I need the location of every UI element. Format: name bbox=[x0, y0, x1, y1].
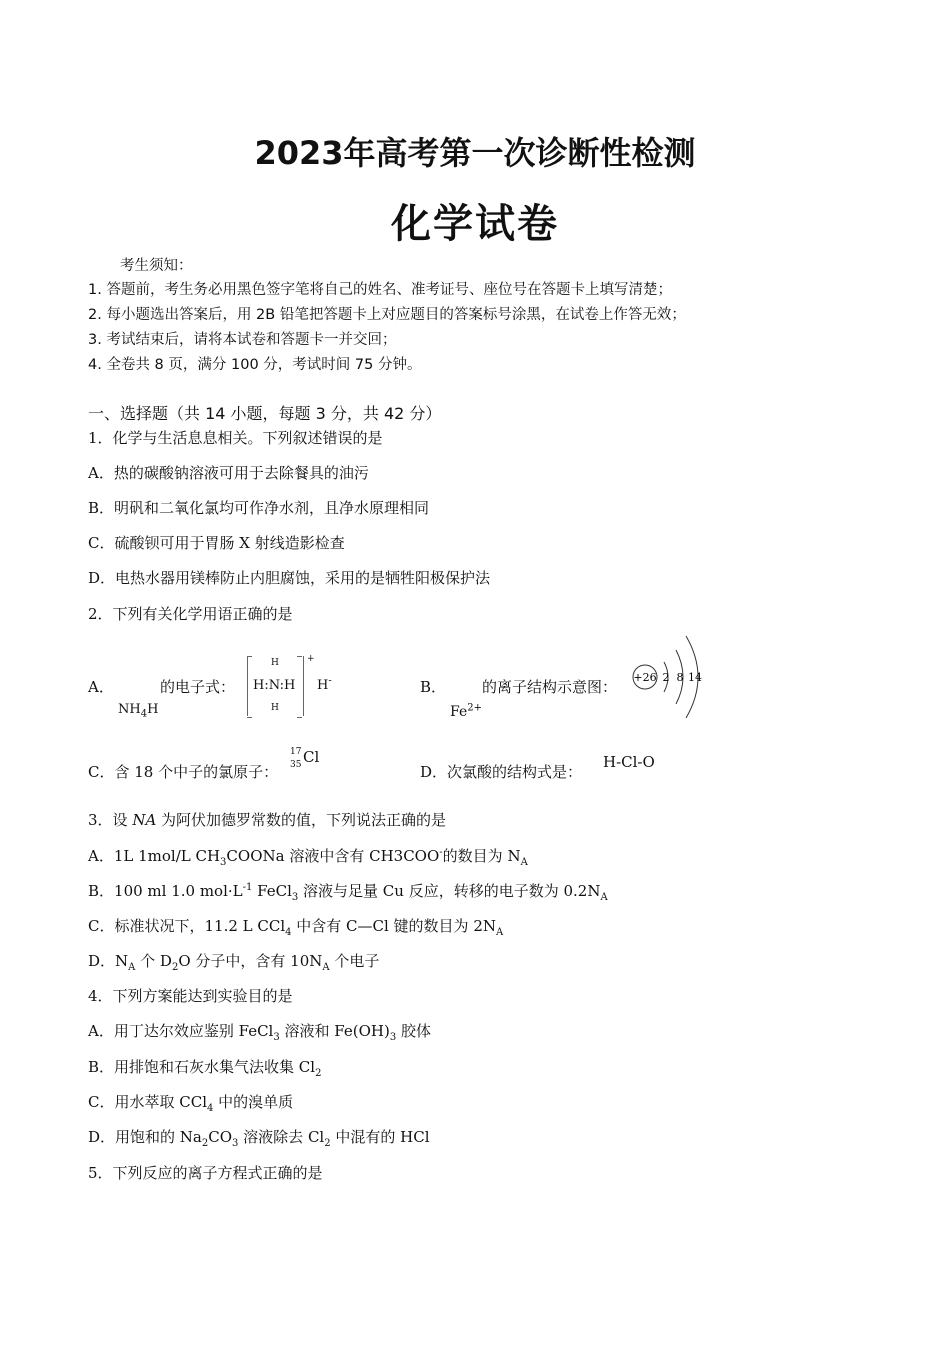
q1-option-b: B．明矾和二氧化氯均可作净水剂，且净水原理相同 bbox=[88, 499, 430, 517]
q4-option-c: C．用水萃取 CCl$_4$ 中的溴单质 bbox=[88, 1093, 294, 1114]
shell-3: 14 bbox=[688, 671, 702, 684]
q3-option-a: A．1L 1mol/L $CH_3COONa$ 溶液中含有 CH3COO-的数目为 $N_A$ bbox=[88, 847, 528, 868]
q2-option-b-label: B． bbox=[420, 678, 447, 696]
notice-item-1: 1. 答题前，考生务必用黑色签字笔将自己的姓名、准考证号、座位号在答题卡上填写清楚； bbox=[88, 282, 672, 298]
es-middle: H:N:H bbox=[253, 678, 296, 693]
notice-heading: 考生须知： bbox=[120, 258, 193, 274]
notice-item-3: 3. 考试结束后，请将本试卷和答题卡一并交回； bbox=[88, 332, 397, 348]
q2-option-a-text: 的电子式： bbox=[160, 678, 236, 696]
cl-mass-number: 17 bbox=[290, 747, 302, 757]
q2-option-a-label: A． bbox=[88, 678, 114, 696]
q4-option-d: D．用饱和的 $Na_2CO_3$ 溶液除去 $Cl_2$ 中混有的 HCl bbox=[88, 1128, 430, 1149]
q2-option-d: D．次氯酸的结构式是： bbox=[420, 763, 583, 781]
fe-ion-formula: $Fe^{2+}$ bbox=[450, 702, 482, 720]
shell-2: 8 bbox=[676, 671, 684, 684]
q3-stem: 3．设 NA 为阿伏加德罗常数的值，下列说法正确的是 bbox=[88, 811, 447, 829]
q3-option-c: C．标准状况下，11.2 L CCl$_4$ 中含有 C—Cl 键的数目为 $2N_A$ bbox=[88, 917, 504, 938]
q4-stem: 4．下列方案能达到实验目的是 bbox=[88, 987, 293, 1005]
q1-option-a: A．热的碳酸钠溶液可用于去除餐具的油污 bbox=[88, 464, 369, 482]
ion-structure-diagram bbox=[628, 630, 708, 726]
q4-option-a: A．用丁达尔效应鉴别 FeCl$_3$ 溶液和 $Fe(OH)_3$ 胶体 bbox=[88, 1022, 431, 1043]
q2-option-b-text: 的离子结构示意图： bbox=[482, 678, 618, 696]
notice-item-2: 2. 每小题选出答案后，用 2B 铅笔把答题卡上对应题目的答案标号涂黑，在试卷上作答无效； bbox=[88, 307, 686, 323]
exam-title: 2023年高考第一次诊断性检测 bbox=[254, 134, 696, 172]
q2-stem: 2．下列有关化学用语正确的是 bbox=[88, 605, 293, 623]
q1-stem: 1．化学与生活息息相关。下列叙述错误的是 bbox=[88, 429, 383, 447]
nucleus-charge: +26 bbox=[633, 671, 657, 684]
hclo-structure: H-Cl-O bbox=[603, 753, 655, 771]
q1-option-c: C．硫酸钡可用于胃肠 X 射线造影检查 bbox=[88, 534, 345, 552]
q2-option-c: C．含 18 个中子的氯原子： bbox=[88, 763, 279, 781]
q5-stem: 5．下列反应的离子方程式正确的是 bbox=[88, 1164, 323, 1182]
q3-option-d: D．$N_A$ 个 $D_2O$ 分子中，含有 $10N_A$ 个电子 bbox=[88, 952, 380, 973]
shell-1: 2 bbox=[662, 671, 670, 684]
es-charge: + bbox=[307, 654, 315, 664]
q4-option-b: B．用排饱和石灰水集气法收集 $Cl_2$ bbox=[88, 1058, 322, 1079]
es-bottom-h: H bbox=[271, 703, 279, 713]
q1-option-d: D．电热水器用镁棒防止内胆腐蚀，采用的是牺牲阳极保护法 bbox=[88, 569, 491, 587]
exam-subtitle: 化学试卷 bbox=[391, 201, 559, 247]
section-heading: 一、选择题（共 14 小题，每题 3 分，共 42 分） bbox=[88, 404, 442, 423]
es-top-h: H bbox=[271, 658, 279, 668]
q3-option-b: B．100 ml 1.0 $mol\cdot L^{-1}$ FeCl$_3$ 溶液与足量 Cu 反应，转移的电子数为 $0.2N_A$ bbox=[88, 882, 608, 903]
notice-item-4: 4. 全卷共 8 页，满分 100 分，考试时间 75 分钟。 bbox=[88, 357, 422, 373]
cl-atomic-number: 35 bbox=[290, 760, 302, 770]
cl-symbol: Cl bbox=[303, 748, 320, 766]
ammonium-hydride-formula: $NH_4H$ bbox=[118, 702, 159, 720]
hydride-ion: H- bbox=[317, 675, 332, 693]
